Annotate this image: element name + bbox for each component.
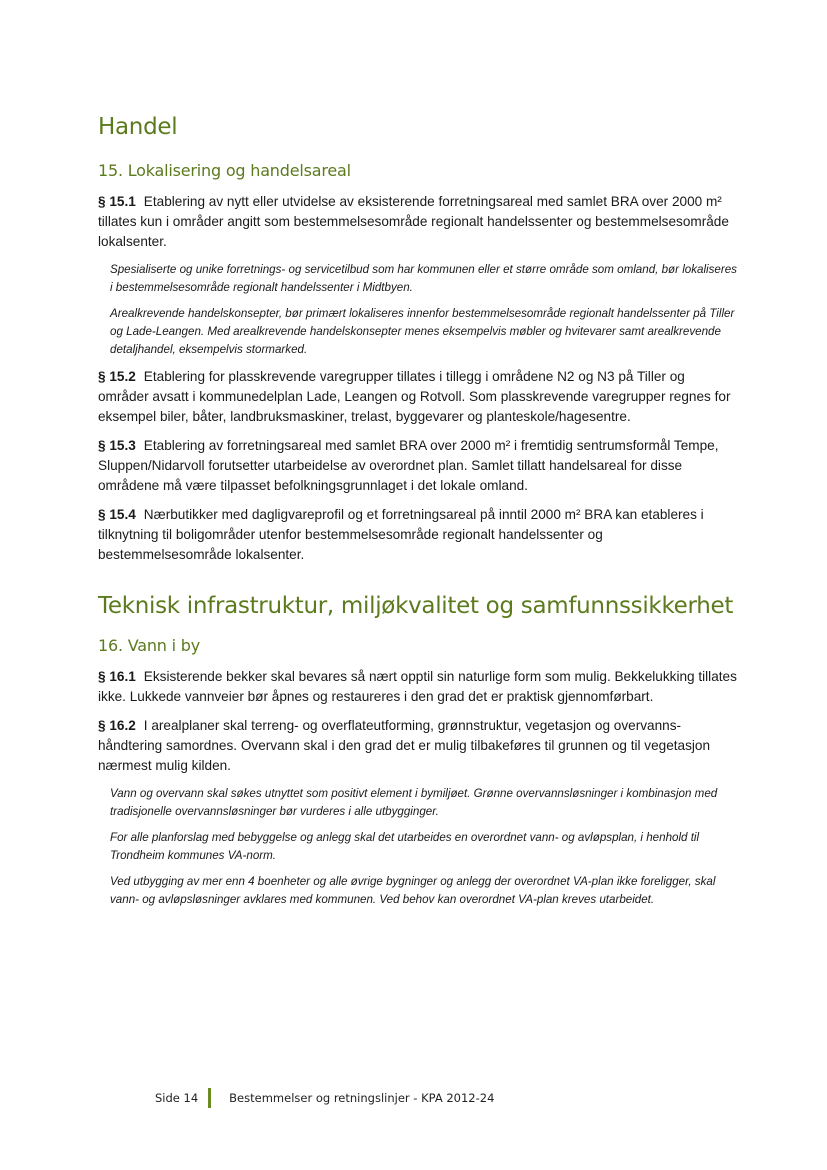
paragraph-number: § 15.1 (98, 194, 136, 209)
paragraph-text: Etablering av forretningsareal med samlet BRA over 2000 m² i fremtidig sentrumsformål Tempe, Sluppen/Nidarvoll forutsetter utarbeidelse av overordnet plan. Samlet tillatt handelsareal for disse områdene må være tilpasset befolkningsgrunnlaget i det lokale omland. (98, 438, 719, 493)
paragraph-16-2 (98, 716, 738, 776)
page-number: Side 14 (155, 1091, 199, 1105)
section-title-handel: Handel (98, 114, 178, 140)
paragraph-15-4 (98, 505, 738, 565)
paragraph-number: § 16.1 (98, 669, 136, 684)
guideline-text: Spesialiserte og unike forretnings- og servicetilbud som har kommunen eller et større område som omland, bør lokaliseres i bestemmelsesområde regionalt handelssenter i Midtbyen. (110, 263, 737, 294)
page-footer (155, 1088, 494, 1108)
footer-divider (208, 1088, 211, 1108)
guideline-block-15-1 (98, 261, 738, 359)
section-title-teknisk: Teknisk infrastruktur, miljøkvalitet og samfunnssikkerhet (98, 593, 734, 619)
paragraph-15-1 (98, 192, 738, 252)
paragraph-15-2 (98, 367, 738, 427)
paragraph-text: I arealplaner skal terreng- og overflateutforming, grønnstruktur, vegetasjon og overvanns-håndtering samordnes. Overvann skal i den grad det er mulig tilbakeføres til grunnen og til vegetasjon nærmest mulig kilden. (98, 718, 711, 773)
paragraph-number: § 15.4 (98, 507, 136, 522)
page-content (98, 112, 738, 917)
subsection-title-16: 16. Vann i by (98, 636, 200, 655)
document-title: Bestemmelser og retningslinjer - KPA 2012-24 (229, 1091, 495, 1105)
paragraph-15-3 (98, 436, 738, 496)
guideline-block-16-2 (98, 785, 738, 909)
paragraph-text: Eksisterende bekker skal bevares så nært opptil sin naturlige form som mulig. Bekkelukking tillates ikke. Lukkede vannveier bør åpnes og restaureres i den grad det er praktisk gjennomførbart. (98, 669, 737, 704)
guideline-text: For alle planforslag med bebyggelse og anlegg skal det utarbeides en overordnet vann- og avløpsplan, i henhold til Trondheim kommunes VA-norm. (110, 831, 700, 862)
guideline-text: Arealkrevende handelskonsepter, bør primært lokaliseres innenfor bestemmelsesområde regionalt handelssenter på Tiller og Lade-Leangen. Med arealkrevende handelskonsepter menes eksempelvis møbler og hvitevarer samt arealkrevende detaljhandel, eksempelvis stormarked. (110, 307, 735, 356)
paragraph-text: Nærbutikker med dagligvareprofil og et forretningsareal på inntil 2000 m² BRA kan etableres i tilknytning til boligområder utenfor bestemmelsesområde regionalt handelssenter og bestemmelsesområde lokalsenter. (98, 507, 704, 562)
paragraph-number: § 15.3 (98, 438, 136, 453)
paragraph-16-1 (98, 667, 738, 707)
guideline-text: Ved utbygging av mer enn 4 boenheter og alle øvrige bygninger og anlegg der overordnet VA-plan ikke foreligger, skal vann- og avløpsløsninger avklares med kommunen. Ved behov kan overordnet VA-plan kreves utarbeidet. (110, 875, 716, 906)
paragraph-text: Etablering for plasskrevende varegrupper tillates i tillegg i områdene N2 og N3 på Tiller og områder avsatt i kommunedelplan Lade, Leangen og Rotvoll. Som plasskrevende varegrupper regnes for eksempel biler, båter, landbruksmaskiner, trelast, byggevarer og planteskole/hagesentre. (98, 369, 731, 424)
paragraph-number: § 15.2 (98, 369, 136, 384)
guideline-text: Vann og overvann skal søkes utnyttet som positivt element i bymiljøet. Grønne overvannsløsninger i kombinasjon med tradisjonelle overvannsløsninger bør vurderes i alle utbygginger. (110, 787, 718, 818)
paragraph-number: § 16.2 (98, 718, 136, 733)
paragraph-text: Etablering av nytt eller utvidelse av eksisterende forretningsareal med samlet BRA over 2000 m² tillates kun i områder angitt som bestemmelsesområde regionalt handelssenter og bestemmelsesområde lokalsenter. (98, 194, 729, 249)
subsection-title-15: 15. Lokalisering og handelsareal (98, 161, 351, 180)
